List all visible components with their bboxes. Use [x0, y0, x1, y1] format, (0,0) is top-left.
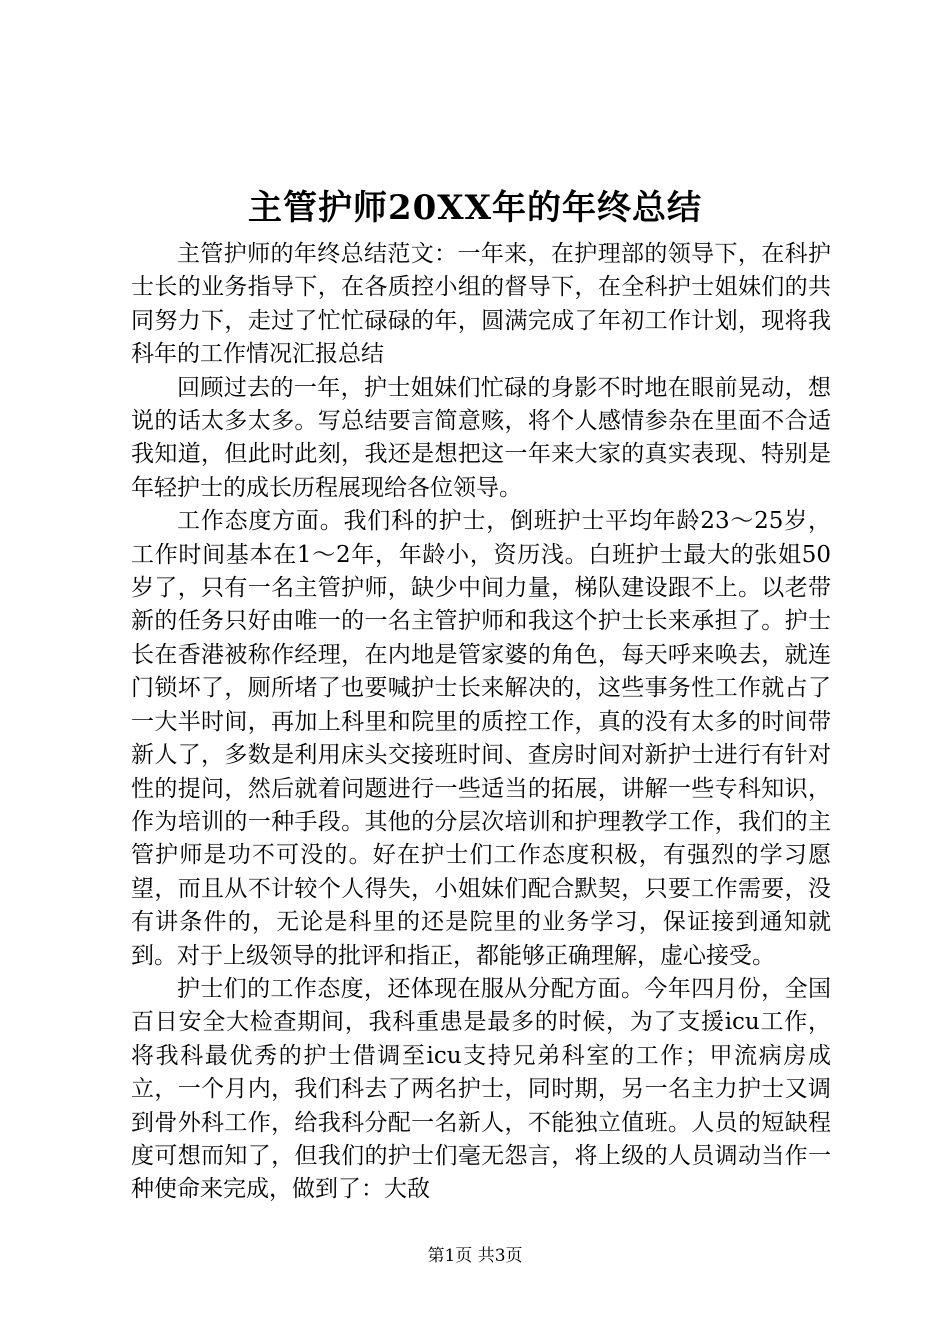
document-body	[131, 238, 831, 1207]
paragraph-review: 回顾过去的一年，护士姐妹们忙碌的身影不时地在眼前晃动，想说的话太多太多。写总结要言简意赅，将个人感情参杂在里面不合适我知道，但此时此刻，我还是想把这一年来大家的真实表现、特别是年轻护士的成长历程展现给各位领导。	[131, 374, 831, 501]
paragraph-intro: 主管护师的年终总结范文：一年来，在护理部的领导下，在科护士长的业务指导下，在各质控小组的督导下，在全科护士姐妹们的共同努力下，走过了忙忙碌碌的年，圆满完成了年初工作计划，现将我科年的工作情况汇报总结	[131, 241, 831, 368]
page-footer: 第1页 共3页	[427, 1246, 523, 1266]
paragraph-work-attitude: 工作态度方面。我们科的护士，倒班护士平均年龄23～25岁，工作时间基本在1～2年，年龄小，资历浅。白班护士最大的张姐50岁了，只有一名主管护师，缺少中间力量，梯队建设跟不上。以老带新的任务只好由唯一的一名主管护师和我这个护士长来承担了。护士长在香港被称作经理，在内地是管家婆的角色，每天呼来唤去，就连门锁坏了，厕所堵了也要喊护士长来解决的，这些事务性工作就占了一大半时间，再加上科里和院里的质控工作，真的没有太多的时间带新人了，多数是利用床头交接班时间、查房时间对新护士进行有针对性的提问，然后就着问题进行一些适当的拓展，讲解一些专科知识，作为培训的一种手段。其他的分层次培训和护理教学工作，我们的主管护师是功不可没的。好在护士们工作态度积极，有强烈的学习愿望，而且从不计较个人得失，小姐妹们配合默契，只要工作需要，没有讲条件的，无论是科里的还是院里的业务学习，保证接到通知就到。对于上级领导的批评和指正，都能够正确理解，虚心接受。	[131, 508, 831, 969]
document-title: 主管护师20XX年的年终总结	[247, 188, 703, 228]
paragraph-assignment: 护士们的工作态度，还体现在服从分配方面。今年四月份，全国百日安全大检查期间，我科重患是最多的时候，为了支援icu工作，将我科最优秀的护士借调至icu支持兄弟科室的工作；甲流病房成立，一个月内，我们科去了两名护士，同时期，另一名主力护士又调到骨外科工作，给我科分配一名新人，不能独立值班。人员的短缺程度可想而知了，但我们的护士们毫无怨言，将上级的人员调动当作一种使命来完成，做到了：大敌	[131, 975, 831, 1203]
